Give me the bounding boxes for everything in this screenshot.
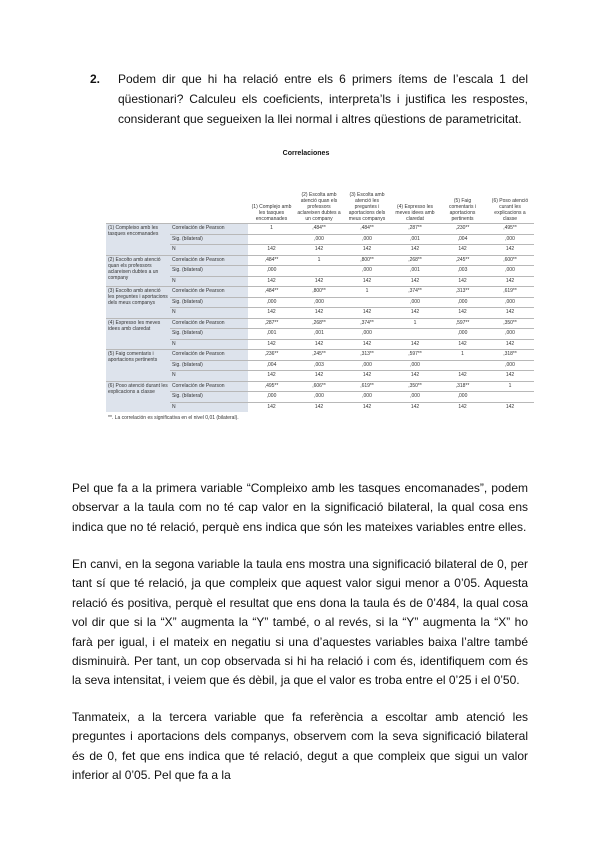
column-header: (4) Expresso les meves idees amb claredat [395,204,435,222]
table-cell: 142 [248,276,295,287]
table-cell: 142 [486,276,534,287]
table-row [106,297,534,308]
table-cell: 142 [295,371,343,382]
table-footnote: **. La correlación es significativa en el nivel 0,01 (bilateral). [108,415,239,421]
table-cell: 1 [391,318,439,329]
table-cell: ,000 [248,297,295,308]
stat-label: Sig. (bilateral) [170,297,248,308]
row-label: (6) Poso atenció durant les explicacions a classe [106,381,170,412]
table-cell: 1 [343,287,391,298]
table-cell: 142 [439,245,486,256]
table-cell: ,001 [391,234,439,245]
table-cell: ,350** [486,318,534,329]
correlations-table [106,159,534,412]
table-cell: ,000 [439,329,486,340]
column-header: (5) Faig comentaris i aportacions pertinents [449,198,476,222]
table-cell [439,360,486,371]
column-header: (1) Complejo amb les tasques encomanades [251,204,292,222]
table-cell: ,495** [248,381,295,392]
table-cell: ,000 [391,297,439,308]
row-label: (4) Expresso les meves idees amb claredat [106,318,170,350]
row-label: (1) Compleixo amb les tasques encomanades [106,224,170,256]
table-cell: ,000 [486,266,534,277]
stat-label: N [170,308,248,319]
stat-label: N [170,402,248,412]
table-cell: ,001 [391,266,439,277]
table-cell: 142 [391,371,439,382]
table-cell [343,297,391,308]
column-header: (2) Escolta amb atenció quan els professors aclareixen dubtes a un company [297,192,341,222]
stat-label: N [170,339,248,350]
row-label: (2) Escolto amb atenció quan els professors aclareixen dubtes a un company [106,255,170,287]
table-cell: ,000 [295,392,343,403]
table-cell [486,392,534,403]
table-row [106,339,534,350]
table-cell: 142 [248,402,295,412]
table-cell: ,000 [295,297,343,308]
table-cell: 142 [343,276,391,287]
table-cell: ,374** [391,287,439,298]
table-cell: 142 [391,339,439,350]
table-row [106,402,534,412]
table-cell: 142 [391,245,439,256]
table-cell: 142 [343,371,391,382]
table-cell: ,000 [486,297,534,308]
table-cell: 142 [343,245,391,256]
table-cell: ,000 [343,234,391,245]
table-row [106,276,534,287]
stat-label: Sig. (bilateral) [170,392,248,403]
table-cell: 142 [248,339,295,350]
table-row [106,381,534,392]
table-cell: 142 [343,339,391,350]
table-cell: ,000 [486,360,534,371]
table-cell: ,236** [248,350,295,361]
table-cell: ,000 [439,297,486,308]
table-cell: 142 [248,371,295,382]
table-cell: ,004 [248,360,295,371]
table-cell: ,313** [439,287,486,298]
table-row [106,287,534,298]
table-row [106,234,534,245]
header-blank [106,159,170,224]
table-row [106,224,534,235]
table-row [106,329,534,340]
table-cell: ,000 [343,266,391,277]
table-row [106,392,534,403]
table-cell: 142 [248,245,295,256]
column-header: (6) Poso atenció curant les explicacions a classe [491,198,529,222]
paragraph-first-variable: Pel que fa a la primera variable “Compleixo amb les tasques encomanades”, podem observar a la taula com no té cap valor en la significació bilateral, la qual cosa ens indica que no té relació, perquè ens indica que són les mateixes variables entre elles. [72,481,528,534]
table-cell: ,600** [486,255,534,266]
table-cell: ,268** [295,318,343,329]
table-cell: ,484** [248,255,295,266]
table-cell: 142 [486,308,534,319]
table-cell: ,597** [391,350,439,361]
table-row [106,308,534,319]
table-cell: ,245** [439,255,486,266]
table-cell: ,000 [343,329,391,340]
stat-label: Correlación de Pearson [170,318,248,329]
table-cell: ,000 [391,360,439,371]
table-cell: ,230** [439,224,486,235]
row-label: (5) Faig comentaris i aportacions pertinents [106,350,170,382]
table-cell: 142 [343,402,391,412]
table-cell: ,000 [486,234,534,245]
table-cell [248,234,295,245]
table-cell [391,329,439,340]
paragraph-second-variable: En canvi, en la segona variable la taula ens mostra una significació bilateral de 0, per tant sí que té relació, ja que compleix que aquest valor sigui menor a 0’05. Aquesta relació és positiva, perquè el resultat que ens dona la taula és de 0’484, la qual cosa vol dir que si la “X” augmenta la “Y” també, o al revés, si la “Y” augmenta la “X” ho farà per igual, i el mateix en negatiu si una d’aquestes variables baixa l’altre també disminuirà. Per tant, un cop observada si hi ha relació i com és, identifiquem com és la seva intensitat, i veiem que és dèbil, ja que el valor es troba entre el 0’25 i el 0’50. [72,557,528,688]
stat-label: Sig. (bilateral) [170,329,248,340]
table-cell: ,318** [439,381,486,392]
table-row [106,371,534,382]
table-cell: ,003 [439,266,486,277]
table-row [106,350,534,361]
stat-label: N [170,276,248,287]
stat-label: Correlación de Pearson [170,224,248,235]
paragraph-third-variable: Tanmateix, a la tercera variable que fa referència a escoltar amb atenció les preguntes i aportacions dels companys, observem com la seva significació bilateral és de 0, fet que ens indica que té relació, degut a que compleix que sigui un valor inferior al 0’05. Pel que fa a la [72,710,528,783]
table-cell: ,000 [248,266,295,277]
stat-label: N [170,245,248,256]
stat-label: Correlación de Pearson [170,287,248,298]
table-cell: 142 [486,245,534,256]
table-cell: ,000 [343,392,391,403]
table-body [106,224,534,413]
table-cell: 142 [248,308,295,319]
table-cell: ,004 [439,234,486,245]
table-row [106,318,534,329]
table-cell: 142 [295,245,343,256]
table-cell: 1 [248,224,295,235]
table-cell: 142 [391,276,439,287]
table-cell: ,001 [248,329,295,340]
table-cell: ,800** [343,255,391,266]
stat-label: Sig. (bilateral) [170,234,248,245]
table-cell: 142 [391,402,439,412]
table-row [106,255,534,266]
table-cell: ,245** [295,350,343,361]
table-cell: ,484** [295,224,343,235]
table-cell: ,350** [391,381,439,392]
column-header: (3) Escolta amb atenció les preguntes i aportacions dels meus companys [348,192,386,222]
table-cell: 142 [439,276,486,287]
table-cell: 142 [486,402,534,412]
table-row [106,245,534,256]
question-number: 2. [90,72,101,86]
table-cell: ,000 [439,392,486,403]
table-cell: ,000 [486,329,534,340]
question-block [90,69,528,129]
table-cell: 142 [439,402,486,412]
table-cell: 142 [295,276,343,287]
table-row [106,266,534,277]
table-cell: ,003 [295,360,343,371]
table-cell: 142 [295,402,343,412]
table-cell: 142 [486,339,534,350]
table-cell: 142 [295,308,343,319]
stat-label: Sig. (bilateral) [170,266,248,277]
table-cell: 142 [343,308,391,319]
table-cell: ,800** [295,287,343,298]
table-cell: ,000 [248,392,295,403]
table-header-row [106,159,534,224]
table-cell [295,266,343,277]
table-cell: 142 [439,371,486,382]
table-cell: ,606** [295,381,343,392]
table-title: Correlaciones [282,150,330,157]
table-cell: ,619** [343,381,391,392]
table-cell: 1 [486,381,534,392]
table-cell: 142 [486,371,534,382]
table-cell: ,287** [391,224,439,235]
stat-label: Correlación de Pearson [170,255,248,266]
table-cell: ,268** [391,255,439,266]
table-cell: ,313** [343,350,391,361]
correlations-table-figure [106,150,534,421]
table-cell: ,495** [486,224,534,235]
table-cell: ,597** [439,318,486,329]
table-cell: ,287** [248,318,295,329]
table-cell: 1 [439,350,486,361]
table-cell: ,000 [391,392,439,403]
table-cell: 142 [295,339,343,350]
table-cell: 1 [295,255,343,266]
stat-label: Correlación de Pearson [170,350,248,361]
table-cell: 142 [439,308,486,319]
table-cell: ,000 [295,234,343,245]
table-cell: ,318** [486,350,534,361]
stat-label: N [170,371,248,382]
table-cell: ,374** [343,318,391,329]
table-cell: ,001 [295,329,343,340]
table-cell: 142 [439,339,486,350]
stat-label: Sig. (bilateral) [170,360,248,371]
header-blank [170,159,248,224]
table-cell: ,619** [486,287,534,298]
question-text: Podem dir que hi ha relació entre els 6 primers ítems de l’escala 1 del qüestionari? Calculeu els coeficients, interpreta’ls i justifica les respostes, considerant que segueixen la llei normal i altres qüestions de parametricitat. [118,72,528,126]
table-cell: 142 [391,308,439,319]
table-cell: ,484** [343,224,391,235]
stat-label: Correlación de Pearson [170,381,248,392]
table-cell: ,484** [248,287,295,298]
table-cell: ,000 [343,360,391,371]
table-row [106,360,534,371]
row-label: (3) Escolto amb atenció les preguntes i aportacions dels meus companys [106,287,170,319]
